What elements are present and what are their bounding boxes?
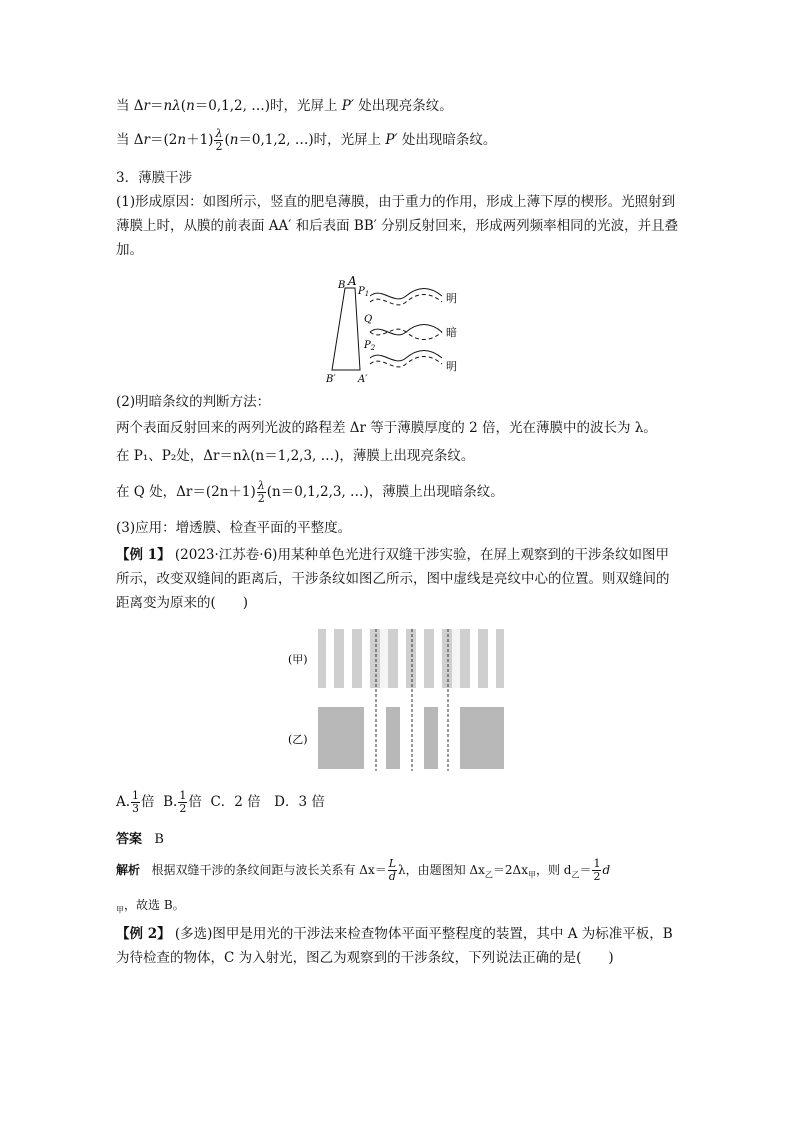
jia-bright-9	[470, 629, 478, 688]
fringe-figure	[280, 625, 520, 775]
label-jia: (甲)	[288, 653, 308, 666]
yi-dark-2	[386, 707, 400, 769]
jia-bright-3	[362, 629, 370, 688]
label-bright-2: 明	[446, 360, 457, 373]
label-yi: (乙)	[288, 733, 308, 746]
example-2-question: 【例 2】 (多选)图甲是用光的干涉法来检查物体平面平整程度的装置，其中 A 为标准平板，B 为待检查的物体，C 为入射光，图乙为观察到的干涉条纹，下列说法正确的是( )	[116, 926, 673, 966]
jia-bright-4	[380, 629, 388, 688]
application-line: (3)应用：增透膜、检查平面的平整度。	[116, 520, 352, 536]
judgment-heading: (2)明暗条纹的判断方法：	[116, 394, 271, 410]
dark-film-line: 在 Q 处，Δr＝(2n＋1) $\frac{\lambda}{2}$ (n＝0,1,2,3, …)，薄膜上出现暗条纹。	[116, 479, 504, 505]
wave-bright-1-solid	[370, 289, 442, 299]
fringe-pattern-yi	[318, 707, 504, 769]
yi-dark-1	[318, 707, 364, 769]
label-A-prime: A′	[358, 374, 368, 385]
formation-paragraph: (1)形成原因：如图所示，竖直的肥皂薄膜，由于重力的作用，形成上薄下厚的楔形。光照射到薄膜上时，从膜的前表面 AA′ 和后表面 BB′ 分别反射回来，形成两列频率相同的光波，并且叠加。	[116, 194, 679, 258]
wedge-film	[332, 288, 360, 370]
yi-dark-4	[460, 707, 504, 769]
label-B: B	[338, 280, 346, 291]
jia-bright-6	[416, 629, 424, 688]
dark-condition-line: 当 Δr＝(2n＋1) $\frac{\lambda}{2}$ (n＝0,1,2, …)时，光屏上 P′ 处出现暗条纹。	[116, 127, 497, 153]
label-dark: 暗	[446, 326, 457, 339]
label-A: A	[348, 274, 357, 288]
jia-bright-2	[344, 629, 352, 688]
jia-bright-5	[398, 629, 406, 688]
thin-film-figure	[320, 272, 480, 390]
label-B-prime: B′	[326, 374, 336, 385]
path-difference-line: 两个表面反射回来的两列光波的路程差 Δr 等于薄膜厚度的 2 倍，光在薄膜中的波长为 λ。	[116, 420, 657, 436]
wave-dark-dashed	[370, 329, 442, 339]
jia-bright-10	[488, 629, 496, 688]
label-P2: $P_2$	[364, 340, 376, 352]
fringe-pattern-jia	[318, 629, 504, 688]
bright-film-line: 在 P₁、P₂处，Δr＝nλ(n＝1,2,3, …)，薄膜上出现亮条纹。	[116, 448, 475, 464]
jia-bright-1	[326, 629, 334, 688]
label-bright-1: 明	[446, 292, 457, 305]
answer-line: 答案 B	[116, 832, 164, 847]
example-1-options: A. $\frac{1}{3}$ 倍 B. $\frac{1}{2}$ 倍 C．2 倍 D．3 倍	[116, 789, 325, 815]
section-heading: 3．薄膜干涉	[116, 170, 193, 186]
wave-bright-2-solid	[370, 351, 442, 361]
example-1-question: 【例 1】 (2023·江苏卷·6)用某种单色光进行双缝干涉实验，在屏上观察到的干涉条纹如图甲所示，改变双缝间的距离后，干涉条纹如图乙所示，图中虚线是亮纹中心的位置。则双缝间的距离变为原来的( )	[116, 547, 670, 611]
label-Q: Q	[364, 314, 373, 325]
solution-line-2: $_甲$，故选 B。	[116, 898, 185, 915]
jia-bright-8	[452, 629, 460, 688]
label-P1: $P_1$	[358, 286, 370, 298]
bright-condition-line: 当 Δr＝nλ(n＝0,1,2, …)时，光屏上 P′ 处出现亮条纹。	[116, 98, 453, 114]
solution-line-1: 解析 根据双缝干涉的条纹间距与波长关系有 Δx＝ $\frac{L}{d}$ λ，由题图知 $\Delta x_乙=2\Delta x_甲$，则 $d_乙=$ $\frac{1}{2}$ d	[116, 857, 611, 883]
yi-dark-3	[424, 707, 438, 769]
jia-bright-7	[434, 629, 442, 688]
wave-dark-solid	[370, 325, 442, 335]
